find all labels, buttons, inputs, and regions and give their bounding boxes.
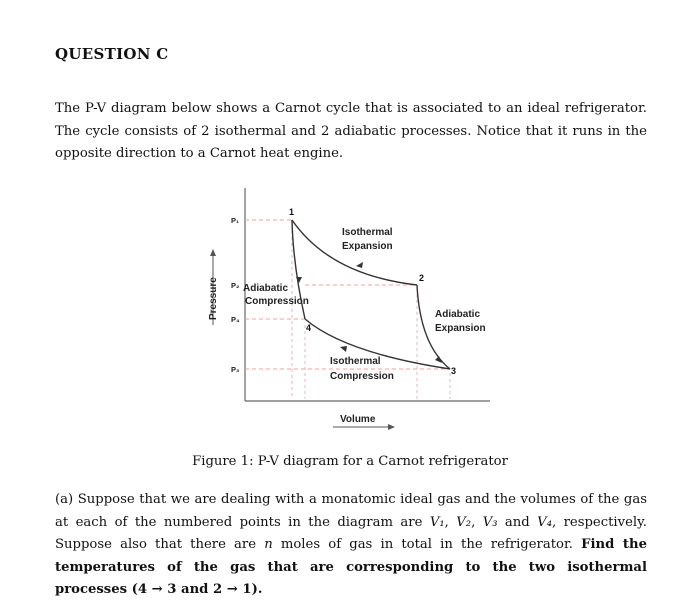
point-3-label: 3 [451,366,457,376]
question-a [55,489,647,602]
p3-label: P₃ [231,365,240,374]
figure-caption: Figure 1: P-V diagram for a Carnot refrigerator [192,454,508,469]
question-a-bold: Find the temperatures of the gas that are corresponding to the two isothermal processes (4 → 3 and 2 → 1). [55,537,647,597]
sep-1: , [444,514,457,530]
y-axis-label: Pressure [208,277,219,320]
pressure-arrow-head [210,249,216,256]
question-a-text-1: (a) Suppose that we are dealing with a monatomic ideal gas and the volumes of the gas at each of the numbered points in the diagram are [55,492,647,530]
v2-symbol: V₂ [456,514,472,530]
point-4-label: 4 [306,323,312,333]
question-heading: QUESTION C [55,45,169,63]
question-a-text-3: moles of gas in total in the refrigerator. [272,537,582,552]
sep-3: and [497,514,538,530]
p2-label: P₂ [231,281,240,290]
point-2-label: 2 [419,273,425,283]
p1-label: P₁ [231,216,240,225]
point-1-label: 1 [289,207,295,217]
p4-label: P₄ [231,315,240,324]
volume-arrow-head [388,424,395,430]
intro-paragraph: The P-V diagram below shows a Carnot cycle that is associated to an ideal refrigerator. The cycle consists of 2 isothermal and 2 adiabatic processes. Notice that it runs in the opposite direction to a Carnot heat engine. [55,101,647,161]
question-a-text-2: , respectively. Suppose also that there are [55,514,647,552]
v4-symbol: V₄ [537,514,552,530]
isothermal-expansion-label-1: Isothermal [342,227,393,238]
v3-symbol: V₃ [482,514,498,530]
adiabatic-expansion-label-1: Adiabatic [435,309,481,320]
isothermal-compression-label-1: Isothermal [330,356,381,367]
x-axis-label: Volume [340,414,376,425]
n-symbol: n [264,537,273,552]
adiabatic-compression-label-2: Compression [245,296,309,307]
isothermal-compression-label-2: Compression [330,371,394,382]
v1-symbol: V₁ [429,514,445,530]
sep-2: , [471,514,483,530]
isothermal-expansion-label-2: Expansion [342,241,393,252]
pv-diagram [195,185,505,435]
adiabatic-compression-label-1: Adiabatic [243,283,289,294]
arrow-isothermal-expansion [356,262,363,268]
arrow-isothermal-compression [340,346,347,352]
adiabatic-expansion-label-2: Expansion [435,323,486,334]
